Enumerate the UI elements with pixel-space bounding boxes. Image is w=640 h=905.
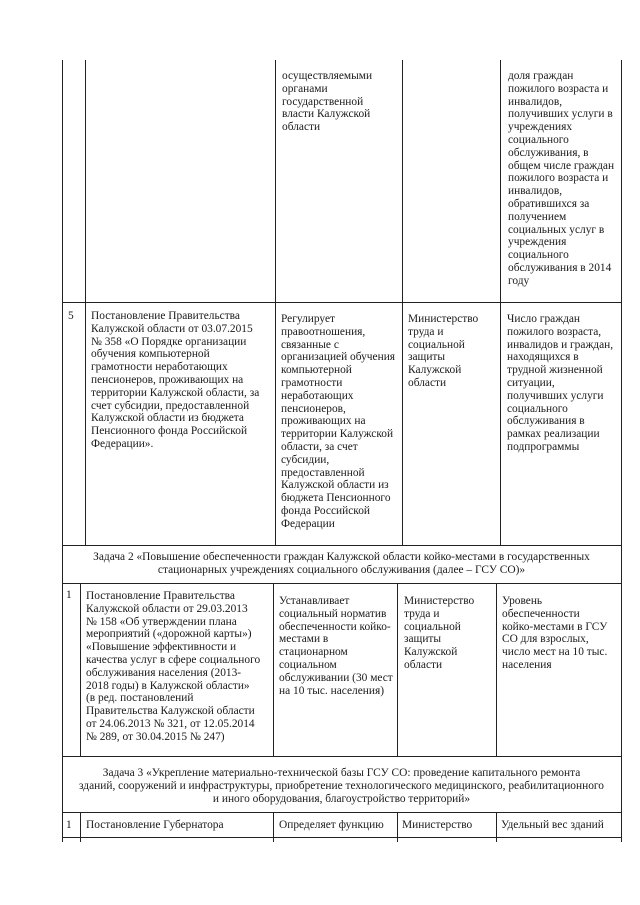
- table-rule: [62, 545, 63, 584]
- table-rule: [62, 302, 621, 303]
- table-rule: [62, 756, 621, 757]
- table-rule: [621, 756, 622, 813]
- row-number: 1: [66, 819, 72, 831]
- table-rule: [80, 812, 81, 842]
- table-cell-indicator: Удельный вес зданий: [501, 819, 604, 831]
- table-rule: [621, 583, 622, 757]
- table-cell-document: Постановление Правительства Калужской области от 29.03.2013 № 158 «Об утверждении плана мероприятий («дорожной карты») «Повышение эффективности и качества услуг в сфере социального обслуживания населения (2013- 2018 годы) в Калужской области» (в ред. постановлений Правительства Калужской области от 24.06.2013 № 321, от 12.05.2014 № 289, от 30.04.2015 № 247): [86, 590, 261, 743]
- table-cell-indicator: Уровень обеспеченности койко-местами в ГСУ СО для взрослых, число мест на 10 тыс. населения: [502, 595, 608, 671]
- table-cell-content: Устанавливает социальный норматив обеспеченности койко- местами в стационарном социальном обслуживании (30 мест на 10 тыс. населения): [279, 595, 393, 697]
- table-cell-document: Постановление Правительства Калужской области от 03.07.2015 № 358 «О Порядке организации обучения компьютерной грамотности неработающих пенсионеров, проживающих на территории Калужской области, за счет субсидии, предоставленной Калужской области из бюджета Пенсионного фонда Российской Федерации».: [91, 310, 260, 450]
- table-rule: [62, 545, 621, 546]
- table-cell-indicator: доля граждан пожилого возраста и инвалидов, получивших услуги в учреждениях социального обслуживания, в общем числе граждан пожилого возраста и инвалидов, обратившихся за получением социальных услуг в учреждения социального обслуживания в 2014 году: [508, 70, 615, 287]
- table-rule: [62, 837, 621, 838]
- task-heading: Задача 3 «Укрепление материально-технической базы ГСУ СО: проведение капитального ремонта зданий, сооружений и инфраструктуры, приобретение технологического медицинского, реабилитационного и иного оборудования, благоустройство территорий»: [79, 767, 604, 805]
- table-rule: [621, 812, 622, 842]
- table-cell-content: Регулирует правоотношения, связанные с организацией обучения компьютерной грамотности неработающих пенсионеров, проживающих на территории Калужской области, за счет субсидии, предоставленной Калужской области из бюджета Пенсионного фонда Российской Федерации: [281, 313, 396, 530]
- table-rule: [85, 60, 86, 546]
- table-rule: [496, 583, 497, 757]
- table-cell-executor: Министерство труда и социальной защиты Калужской области: [408, 313, 479, 389]
- table-rule: [496, 812, 497, 842]
- table-rule: [402, 60, 403, 546]
- table-cell-executor: Министерство: [402, 819, 473, 831]
- table-cell-executor: Министерство труда и социальной защиты Калужской области: [404, 595, 475, 671]
- table-rule: [397, 583, 398, 757]
- table-rule: [500, 60, 501, 546]
- table-rule: [62, 60, 63, 546]
- table-rule: [62, 812, 621, 813]
- row-number: 5: [68, 310, 74, 322]
- table-rule: [621, 60, 622, 546]
- table-rule: [397, 812, 398, 842]
- table-rule: [275, 60, 276, 546]
- table-rule: [621, 545, 622, 584]
- row-number: 1: [66, 589, 72, 601]
- task-heading: Задача 2 «Повышение обеспеченности граждан Калужской области койко-местами в государственных стационарных учреждениях социального обслуживания (далее – ГСУ СО)»: [93, 551, 590, 576]
- table-cell-document: Постановление Губернатора: [86, 819, 224, 831]
- table-rule: [273, 812, 274, 842]
- table-cell-measure: осуществляемыми органами государственной власти Калужской области: [282, 70, 373, 134]
- table-cell-indicator: Число граждан пожилого возраста, инвалидов и граждан, находящихся в трудной жизненной ситуации, получивших услуги социального обслуживания в рамках реализации подпрограммы: [507, 313, 614, 453]
- table-rule: [62, 583, 63, 757]
- table-rule: [80, 583, 81, 757]
- table-rule: [273, 583, 274, 757]
- table-rule: [62, 756, 63, 813]
- table-cell-content: Определяет функцию: [279, 819, 384, 831]
- table-rule: [62, 812, 63, 842]
- table-rule: [62, 583, 621, 584]
